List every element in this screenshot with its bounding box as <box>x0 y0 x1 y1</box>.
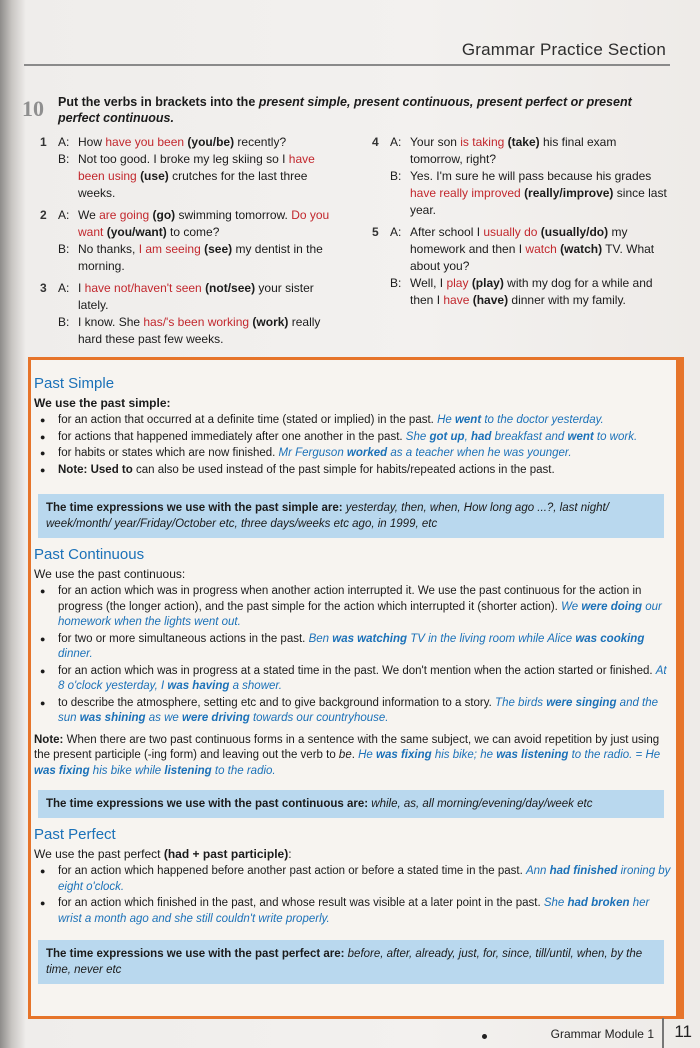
rule-item: ● to describe the atmosphere, setting etc and to give background information to a story. The birds were singing and the sun was shining as we were driving towards our countryhouse. <box>34 696 674 727</box>
exercise-item: 1 A: How have you been (you/be) recently? B: Not too good. I broke my leg skiing so I have been using (use) crutches for the last three weeks. <box>40 135 315 200</box>
rule-list <box>34 584 674 727</box>
rule-item: ● for an action that occurred at a definite time (stated or implied) in the past. He went to the doctor yesterday. <box>34 413 674 429</box>
rule-list <box>34 413 674 478</box>
time-expressions-past-continuous: The time expressions we use with the past continuous are: while, as, all morning/evening/day/week etc <box>38 790 664 818</box>
footer-module-label: Grammar Module 1 <box>550 1027 654 1041</box>
footer-divider <box>662 1018 664 1048</box>
rule-list <box>34 864 674 927</box>
time-expressions-past-perfect: The time expressions we use with the past perfect are: before, after, already, just, for, since, till/until, when, by the time, never etc <box>38 940 664 984</box>
header-rule <box>24 64 670 66</box>
exercise-number: 10 <box>22 96 44 121</box>
page-dot <box>482 1034 487 1039</box>
section-title: Past Perfect <box>34 826 116 843</box>
exercise-instruction: Put the verbs in brackets into the present simple, present continuous, present perfect or present perfect continuous. <box>58 95 632 125</box>
rule-item: ● for an action which happened before another past action or before a stated time in the past. Ann had finished ironing by eight o'clock. <box>34 864 674 895</box>
section-title: Past Continuous <box>34 546 145 563</box>
rule-item: ● for actions that happened immediately after one another in the past. She got up, had breakfast and went to work. <box>34 430 674 446</box>
rule-item: ● for two or more simultaneous actions in the past. Ben was watching TV in the living room while Alice was cooking dinner. <box>34 632 674 663</box>
exercise-item: 4 A: Your son is taking (take) his final exam tomorrow, right? B: Yes. I'm sure he will pass because his grades have really improved (really/improve) since last year. <box>372 135 667 217</box>
page-number: 11 <box>674 1022 692 1041</box>
exercise-item: 2 A: We are going (go) swimming tomorrow. Do you want (you/want) to come? B: No thanks, I am seeing (see) my dentist in the morning. <box>40 208 330 273</box>
exercise-item: 5 A: After school I usually do (usually/do) my homework and then I watch (watch) TV. What about you? B: Well, I play (play) with my dog for a while and then I have (have) dinner with my family. <box>372 225 655 307</box>
past-simple-section: Past Simple We use the past simple: ● for an action that occurred at a definite time (stated or implied) in the past. He went to the doctor yesterday. ● for actions that happened immediately after one another in the past. She got up, had breakfast and went to work. ● for habits or states which are now finished. Mr Ferguson worked as a teacher when he was younger. ● Note: Used to can also be used instead of the past simple for habits/repeated actions in the past. <box>34 375 674 479</box>
rule-item: ● for an action which was in progress at a stated time in the past. We don't mention when the action started or finished. At 8 o'clock yesterday, I was having a shower. <box>34 664 674 695</box>
exercise-column-left <box>40 134 340 353</box>
rule-item: ● for an action which was in progress when another action interrupted it. We use the past continuous for the action in progress (the longer action), and the past simple for the action which interrupted it (shorter action). We were doing our homework when the lights went out. <box>34 584 674 631</box>
page-header-title: Grammar Practice Section <box>461 40 666 59</box>
rule-item: ● Note: Used to can also be used instead of the past simple for habits/repeated actions in the past. <box>34 463 674 479</box>
time-expressions-past-simple: The time expressions we use with the past simple are: yesterday, then, when, How long ago ...?, last night/ week/month/ year/Friday/October etc, three days/weeks etc ago, in 1999, etc <box>38 494 664 538</box>
past-continuous-note: Note: When there are two past continuous forms in a sentence with the same subject, we can avoid repetition by just using the present participle (-ing form) and leaving out the verb to be. He was fixing his bike; he was listening to the radio. = He was fixing his bike while listening to the radio. <box>34 733 661 777</box>
exercise-column-right <box>372 134 670 314</box>
past-continuous-section: Past Continuous We use the past continuous: ● for an action which was in progress when another action interrupted it. We use the past continuous for the action in progress (the longer action), and the past simple for the action which interrupted it (shorter action). We were doing our homework when the lights went out. ● for two or more simultaneous actions in the past. Ben was watching TV in the living room while Alice was cooking dinner. ● for an action which was in progress at a stated time in the past. We don't mention when the action started or finished. At 8 o'clock yesterday, I was having a shower. ● to describe the atmosphere, setting etc and to give background information to a story. The birds were singing and the sun was shining as we were driving towards our countryhouse. Note: When there are two past continuous forms in a sentence with the same subject, we can avoid repetition by just using the present participle (-ing form) and leaving out the verb to be. He was fixing his bike; he was listening to the radio. = He was fixing his bike while listening to the radio. <box>34 546 674 779</box>
section-title: Past Simple <box>34 375 115 392</box>
rule-item: ● for an action which finished in the past, and whose result was visible at a later point in the past. She had broken her wrist a month ago and she still couldn't write properly. <box>34 896 674 927</box>
past-perfect-section: Past Perfect We use the past perfect (had + past participle): ● for an action which happened before another past action or before a stated time in the past. Ann had finished ironing by eight o'clock. ● for an action which finished in the past, and whose result was visible at a later point in the past. She had broken her wrist a month ago and she still couldn't write properly. <box>34 826 674 928</box>
exercise-item: 3 A: I have not/haven't seen (not/see) your sister lately. B: I know. She has/'s been working (work) really hard these past few weeks. <box>40 281 321 346</box>
rule-item: ● for habits or states which are now finished. Mr Ferguson worked as a teacher when he was younger. <box>34 446 674 462</box>
